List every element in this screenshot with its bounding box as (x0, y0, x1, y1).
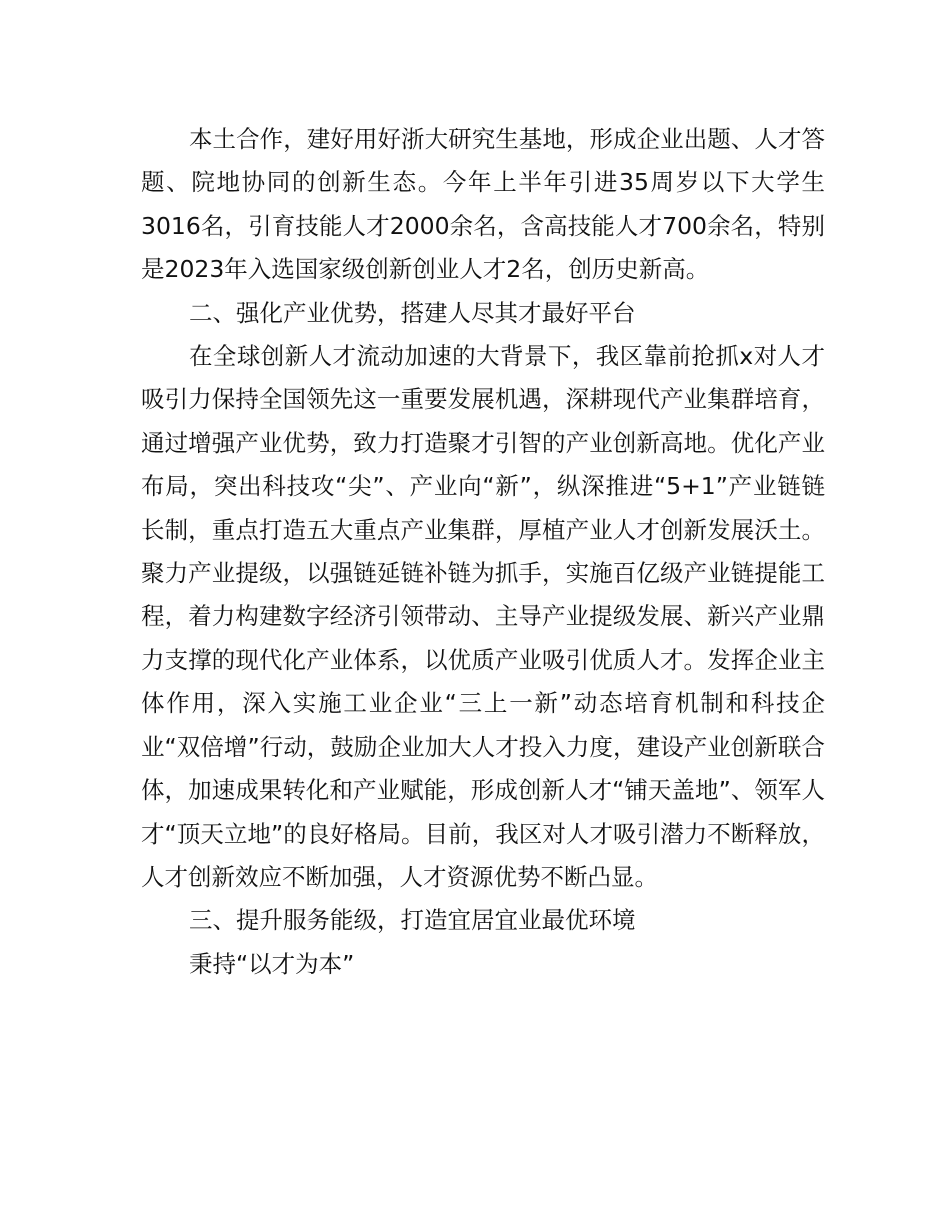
paragraph-industry-advantage: 在全球创新人才流动加速的大背景下，我区靠前抢抓x对人才吸引力保持全国领先这一重要发展机遇，深耕现代产业集群培育，通过增强产业优势，致力打造聚才引智的产业创新高地。优化产业布局，突出科技攻“尖”、产业向“新”，纵深推进“5+1”产业链链长制，重点打造五大重点产业集群，厚植产业人才创新发展沃土。聚力产业提级，以强链延链补链为抓手，实施百亿级产业链提能工程，着力构建数字经济引领带动、主导产业提级发展、新兴产业鼎力支撑的现代化产业体系，以优质产业吸引优质人才。发挥企业主体作用，深入实施工业企业“三上一新”动态培育机制和科技企业“双倍增”行动，鼓励企业加大人才投入力度，建设产业创新联合体，加速成果转化和产业赋能，形成创新人才“铺天盖地”、领军人才“顶天立地”的良好格局。目前，我区对人才吸引潜力不断释放，人才创新效应不断加强，人才资源优势不断凸显。 (141, 342, 825, 891)
section-heading-industry: 二、强化产业优势，搭建人尽其才最好平台 (189, 298, 636, 327)
document-body (141, 118, 825, 986)
paragraph-service-intro: 秉持“以才为本” (189, 949, 355, 978)
paragraph-talent-results: 本土合作，建好用好浙大研究生基地，形成企业出题、人才答题、院地协同的创新生态。今年上半年引进35周岁以下大学生3016名，引育技能人才2000余名，含高技能人才700余名，特别是2023年入选国家级创新创业人才2名，创历史新高。 (141, 125, 825, 284)
section-heading-service: 三、提升服务能级，打造宜居宜业最优环境 (189, 906, 636, 935)
